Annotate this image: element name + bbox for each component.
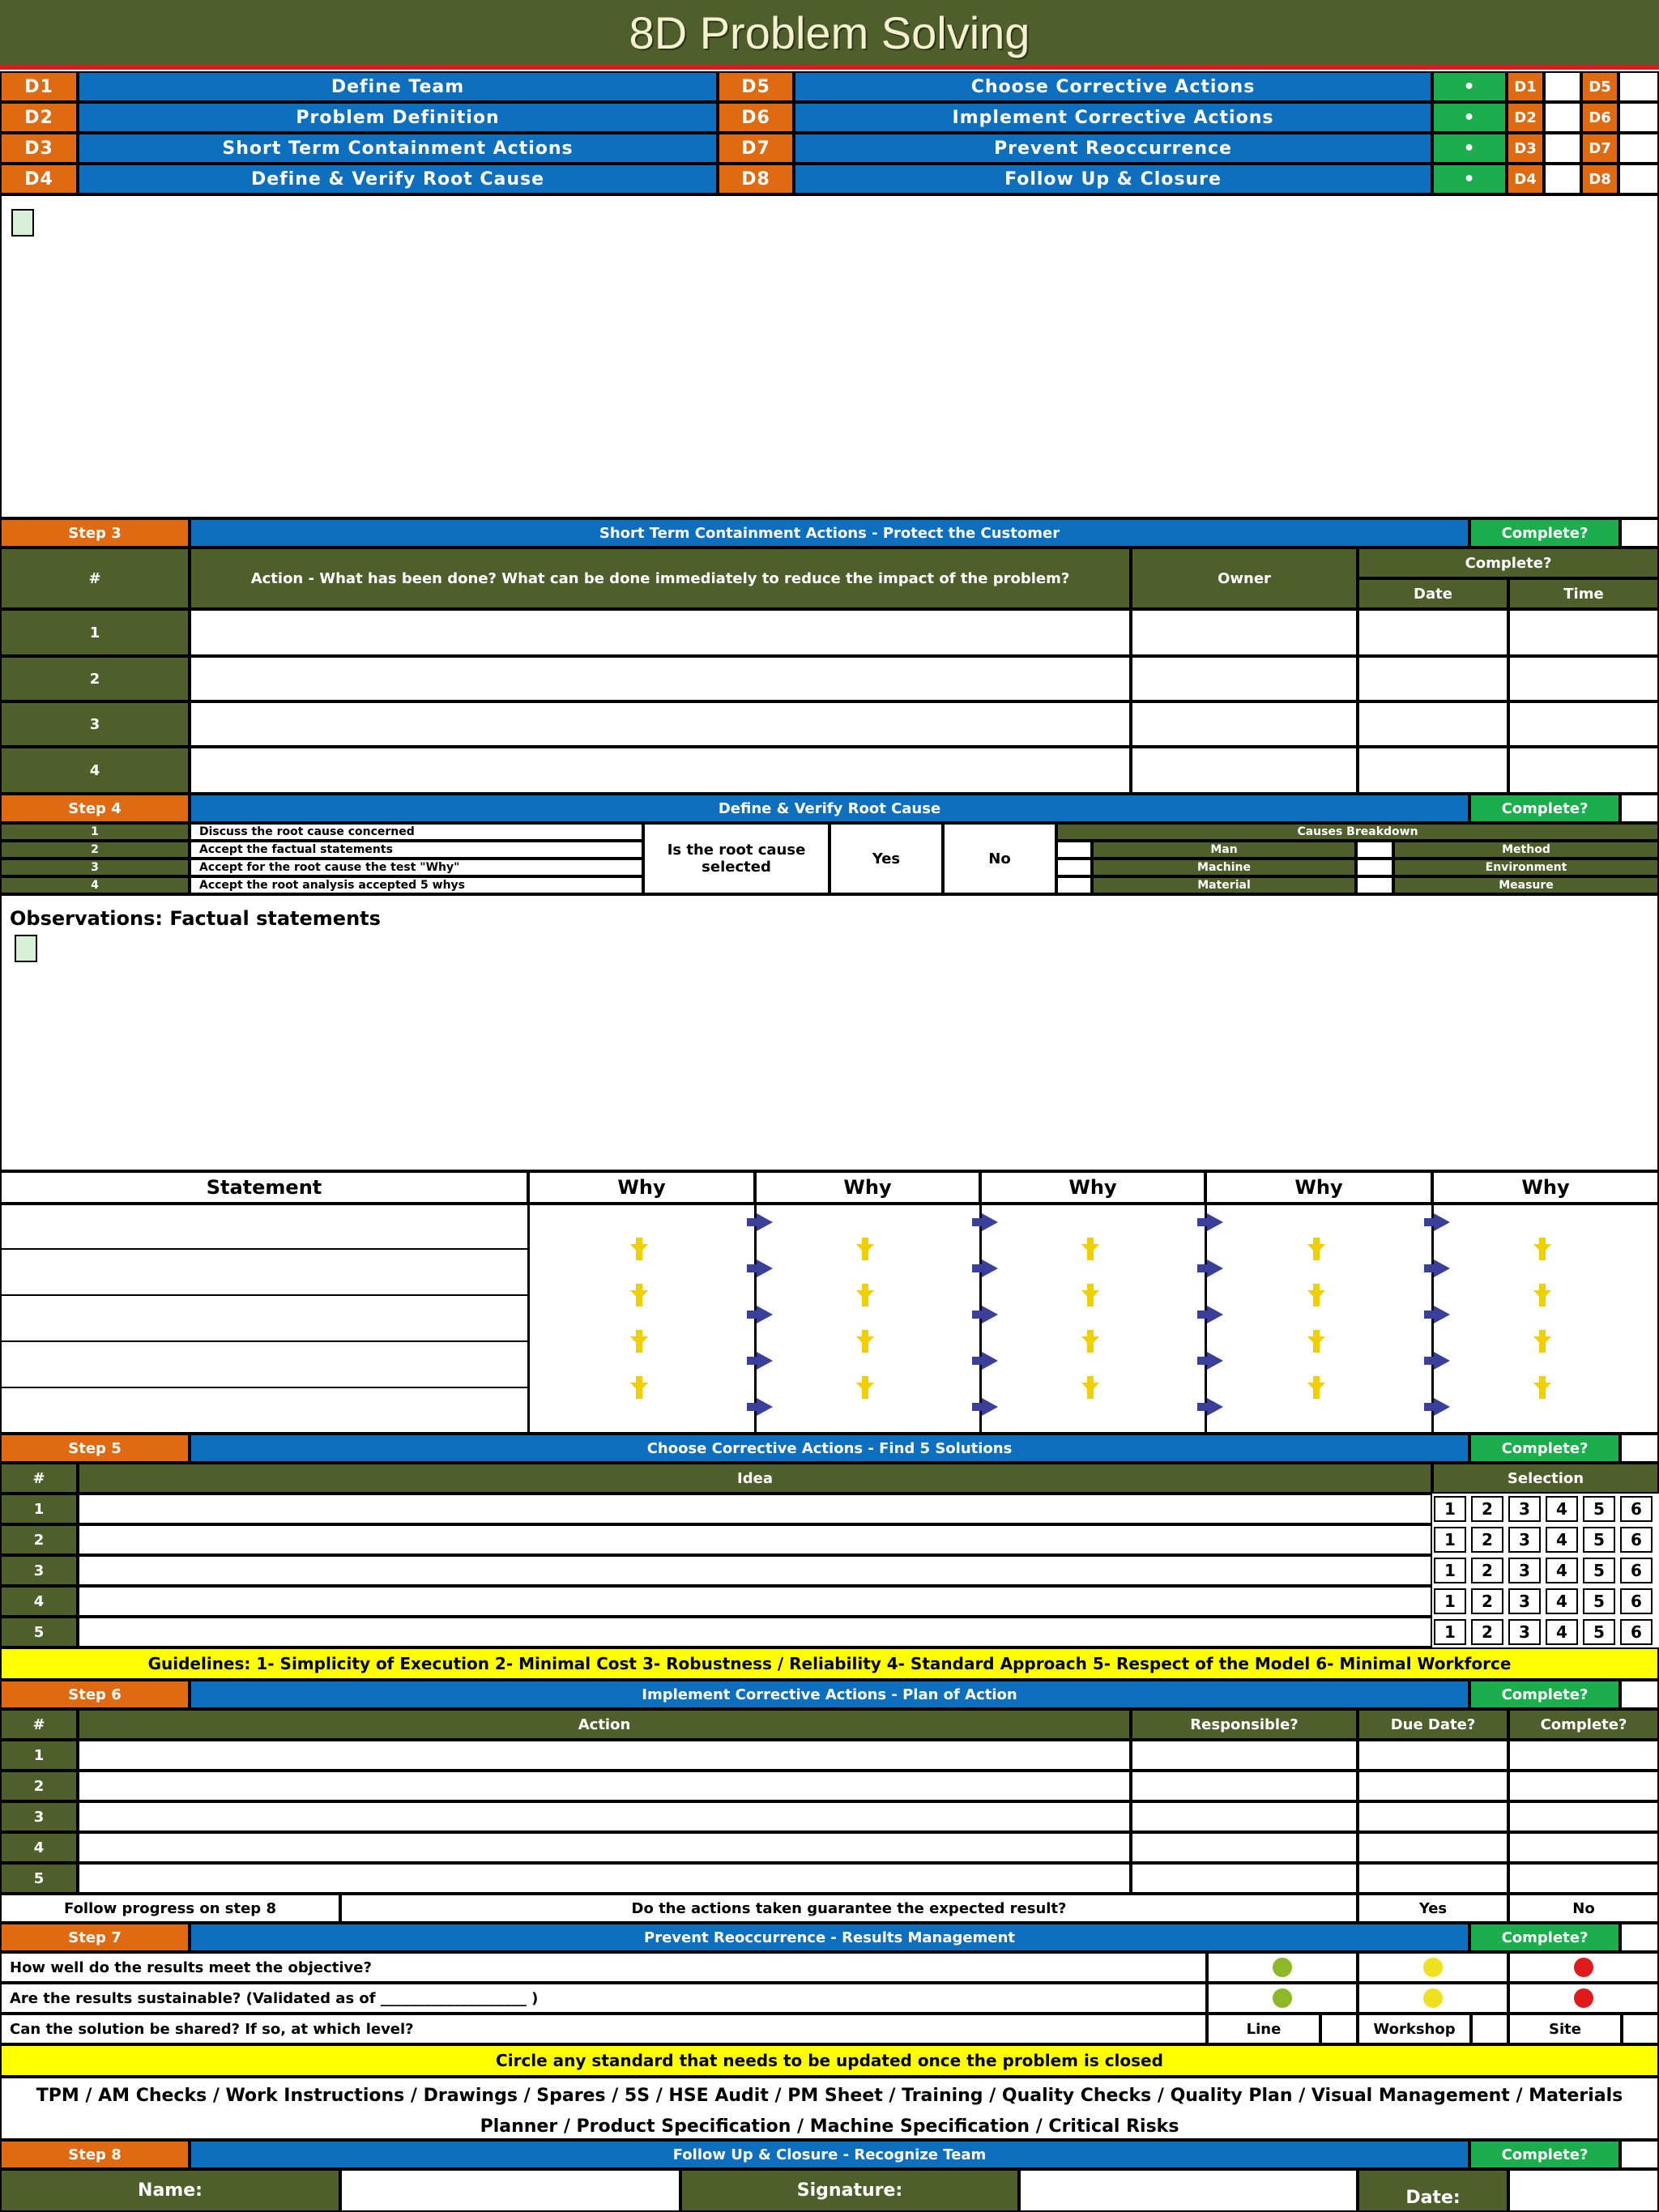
step6-complete-label: Complete? xyxy=(1469,1680,1620,1709)
signature-label: Signature: xyxy=(680,2169,1019,2212)
step6-row-num: 2 xyxy=(0,1771,78,1801)
step6-resp-cell[interactable] xyxy=(1131,1740,1358,1771)
step-label-problem-definition[interactable]: Problem Definition xyxy=(78,102,718,133)
score-option[interactable]: 2 xyxy=(1471,1527,1503,1553)
step3-date-cell[interactable] xyxy=(1358,656,1508,701)
status-code: D1 xyxy=(1507,71,1544,102)
step6-col-num: # xyxy=(0,1709,78,1740)
arrow-right-icon xyxy=(1207,1213,1223,1231)
cause-material: Material xyxy=(1092,876,1356,894)
step4-complete-label: Complete? xyxy=(1469,794,1620,823)
step4-item-num: 4 xyxy=(0,876,190,894)
step-code-d1[interactable]: D1 xyxy=(0,71,78,102)
step3-owner-cell[interactable] xyxy=(1131,609,1358,656)
red-light-icon[interactable] xyxy=(1574,1958,1593,1977)
step6-resp-cell[interactable] xyxy=(1131,1863,1358,1894)
step-label-containment[interactable]: Short Term Containment Actions xyxy=(78,133,718,164)
step3-time-cell[interactable] xyxy=(1508,656,1659,701)
level-line[interactable]: Line xyxy=(1207,2014,1320,2044)
step4-badge: Step 4 xyxy=(0,794,190,823)
name-field[interactable] xyxy=(340,2169,680,2212)
step3-badge: Step 3 xyxy=(0,518,190,548)
step4-item-text: Accept the factual statements xyxy=(190,841,643,859)
arrow-right-icon xyxy=(1434,1352,1450,1370)
step7-badge: Step 7 xyxy=(0,1923,190,1952)
step5-complete-check[interactable] xyxy=(1620,1434,1659,1463)
standards-list-line1[interactable]: TPM / AM Checks / Work Instructions / Drawings / Spares / 5S / HSE Audit / PM Sheet / Training / Quality Checks / Quality Plan / Visual Management / Materials xyxy=(36,2085,1623,2106)
follow-progress-label: Follow progress on step 8 xyxy=(0,1894,340,1923)
step5-idea-cell[interactable] xyxy=(78,1586,1432,1617)
status-mark-2: • xyxy=(1432,102,1507,133)
score-option[interactable]: 6 xyxy=(1620,1496,1653,1522)
step3-time-cell[interactable] xyxy=(1508,701,1659,747)
shared-question: Can the solution be shared? If so, at which level? xyxy=(0,2014,1207,2044)
arrow-right-icon xyxy=(1207,1352,1223,1370)
status-code: D3 xyxy=(1507,133,1544,164)
step6-complete-check[interactable] xyxy=(1620,1680,1659,1709)
why-col-statement: Statement xyxy=(0,1171,528,1204)
arrow-right-icon xyxy=(1207,1306,1223,1323)
step6-resp-cell[interactable] xyxy=(1131,1771,1358,1801)
step3-col-action: Action - What has been done? What can be done immediately to reduce the impact of the problem? xyxy=(190,548,1131,609)
cause-check[interactable] xyxy=(1356,876,1393,894)
arrow-right-icon xyxy=(757,1398,773,1416)
score-option[interactable]: 6 xyxy=(1620,1558,1653,1583)
step3-date-cell[interactable] xyxy=(1358,701,1508,747)
score-option[interactable]: 1 xyxy=(1434,1588,1466,1614)
root-cause-no[interactable]: No xyxy=(943,823,1056,894)
step5-row-num: 2 xyxy=(0,1524,78,1555)
observations-label: Observations: Factual statements xyxy=(10,907,381,930)
step3-col-time: Time xyxy=(1508,578,1659,609)
step3-row-num: 3 xyxy=(0,701,190,747)
status-code: D2 xyxy=(1507,102,1544,133)
arrow-right-icon xyxy=(757,1352,773,1370)
signature-field[interactable] xyxy=(1019,2169,1358,2212)
arrow-right-icon xyxy=(1434,1398,1450,1416)
step-label-follow-up[interactable]: Follow Up & Closure xyxy=(794,164,1432,194)
cause-check[interactable] xyxy=(1356,859,1393,876)
arrow-down-icon xyxy=(636,1376,642,1399)
step6-col-responsible: Responsible? xyxy=(1131,1709,1358,1740)
step6-action-cell[interactable] xyxy=(78,1832,1131,1863)
arrow-down-icon xyxy=(1087,1238,1094,1260)
status-check[interactable] xyxy=(1618,102,1659,133)
standards-list-line2[interactable]: Planner / Product Specification / Machine Specification / Critical Risks xyxy=(480,2116,1179,2137)
score-option[interactable]: 1 xyxy=(1434,1527,1466,1553)
score-option[interactable]: 5 xyxy=(1583,1588,1615,1614)
step6-due-cell[interactable] xyxy=(1358,1771,1508,1801)
step5-complete-label: Complete? xyxy=(1469,1434,1620,1463)
name-label: Name: xyxy=(0,2169,340,2212)
step4-complete-check[interactable] xyxy=(1620,794,1659,823)
green-light-icon[interactable] xyxy=(1273,1958,1292,1977)
causes-header: Causes Breakdown xyxy=(1056,823,1659,841)
score-option[interactable]: 1 xyxy=(1434,1496,1466,1522)
score-option[interactable]: 1 xyxy=(1434,1558,1466,1583)
level-workshop[interactable]: Workshop xyxy=(1358,2014,1471,2044)
cause-measure: Measure xyxy=(1393,876,1659,894)
step6-badge: Step 6 xyxy=(0,1680,190,1709)
step4-title: Define & Verify Root Cause xyxy=(190,794,1469,823)
step6-row-num: 1 xyxy=(0,1740,78,1771)
guidelines-banner: Guidelines: 1- Simplicity of Execution 2- Minimal Cost 3- Robustness / Reliability 4- Standard Approach 5- Respect of the Model 6- Minimal Workforce xyxy=(0,1647,1659,1680)
step6-row-num: 3 xyxy=(0,1801,78,1832)
cause-man: Man xyxy=(1092,841,1356,859)
step5-badge: Step 5 xyxy=(0,1434,190,1463)
score-option[interactable]: 6 xyxy=(1620,1588,1653,1614)
status-check[interactable] xyxy=(1618,71,1659,102)
cause-check[interactable] xyxy=(1056,876,1092,894)
step5-col-num: # xyxy=(0,1463,78,1494)
step3-action-cell[interactable] xyxy=(190,701,1131,747)
page-title: 8D Problem Solving xyxy=(0,0,1659,65)
status-check[interactable] xyxy=(1544,164,1581,194)
arrow-down-icon xyxy=(1313,1284,1320,1306)
arrow-down-icon xyxy=(1313,1330,1320,1353)
why-grid xyxy=(0,1204,1659,1434)
score-option[interactable]: 5 xyxy=(1583,1558,1615,1583)
step6-complete-cell[interactable] xyxy=(1508,1740,1659,1771)
score-option[interactable]: 3 xyxy=(1508,1496,1541,1522)
score-option[interactable]: 6 xyxy=(1620,1527,1653,1553)
step3-col-num: # xyxy=(0,548,190,609)
yellow-light-icon[interactable] xyxy=(1423,1958,1443,1977)
step3-action-cell[interactable] xyxy=(190,747,1131,794)
step3-complete-label: Complete? xyxy=(1469,518,1620,548)
step5-idea-cell[interactable] xyxy=(78,1494,1432,1524)
step3-row-num: 2 xyxy=(0,656,190,701)
step5-col-selection: Selection xyxy=(1432,1463,1659,1494)
guarantee-question: Do the actions taken guarantee the expected result? xyxy=(340,1894,1358,1923)
step-code-d3[interactable]: D3 xyxy=(0,133,78,164)
arrow-down-icon xyxy=(636,1330,642,1353)
step3-col-complete: Complete? xyxy=(1358,548,1659,578)
step3-action-cell[interactable] xyxy=(190,656,1131,701)
cause-machine: Machine xyxy=(1092,859,1356,876)
score-option[interactable]: 4 xyxy=(1546,1558,1578,1583)
step3-date-cell[interactable] xyxy=(1358,747,1508,794)
step4-item-text: Accept the root analysis accepted 5 whys xyxy=(190,876,643,894)
score-option[interactable]: 2 xyxy=(1471,1558,1503,1583)
observations-area[interactable] xyxy=(0,894,1659,1171)
step-code-d2[interactable]: D2 xyxy=(0,102,78,133)
step6-col-complete: Complete? xyxy=(1508,1709,1659,1740)
score-option[interactable]: 3 xyxy=(1508,1558,1541,1583)
cause-environment: Environment xyxy=(1393,859,1659,876)
score-option[interactable]: 2 xyxy=(1471,1496,1503,1522)
level-site-check[interactable] xyxy=(1622,2014,1659,2044)
step3-complete-check[interactable] xyxy=(1620,518,1659,548)
step4-item-text: Discuss the root cause concerned xyxy=(190,823,643,841)
step3-owner-cell[interactable] xyxy=(1131,656,1358,701)
step-label-choose-actions[interactable]: Choose Corrective Actions xyxy=(794,71,1432,102)
step5-row-num: 4 xyxy=(0,1586,78,1617)
arrow-right-icon xyxy=(982,1352,998,1370)
level-site[interactable]: Site xyxy=(1508,2014,1622,2044)
step5-title: Choose Corrective Actions - Find 5 Solutions xyxy=(190,1434,1469,1463)
step-label-implement-actions[interactable]: Implement Corrective Actions xyxy=(794,102,1432,133)
step7-title: Prevent Reoccurrence - Results Management xyxy=(190,1923,1469,1952)
status-mark-4: • xyxy=(1432,164,1507,194)
step6-col-due: Due Date? xyxy=(1358,1709,1508,1740)
arrow-right-icon xyxy=(1207,1398,1223,1416)
score-option[interactable]: 2 xyxy=(1471,1588,1503,1614)
arrow-right-icon xyxy=(757,1213,773,1231)
step5-idea-cell[interactable] xyxy=(78,1524,1432,1555)
arrow-down-icon xyxy=(862,1330,868,1353)
step7-complete-check[interactable] xyxy=(1620,1923,1659,1952)
step-code-d4[interactable]: D4 xyxy=(0,164,78,194)
step-label-define-team[interactable]: Define Team xyxy=(78,71,718,102)
objective-question: How well do the results meet the objective? xyxy=(0,1952,1207,1983)
cause-check[interactable] xyxy=(1056,841,1092,859)
why-col-2: Why xyxy=(755,1171,980,1204)
step4-item-num: 1 xyxy=(0,823,190,841)
status-check[interactable] xyxy=(1544,71,1581,102)
arrow-right-icon xyxy=(1207,1259,1223,1277)
arrow-down-icon xyxy=(636,1238,642,1260)
title-divider xyxy=(0,65,1659,70)
arrow-right-icon xyxy=(982,1213,998,1231)
status-mark-3: • xyxy=(1432,133,1507,164)
arrow-down-icon xyxy=(862,1238,868,1260)
step6-title: Implement Corrective Actions - Plan of Action xyxy=(190,1680,1469,1709)
step8-badge: Step 8 xyxy=(0,2140,190,2169)
arrow-down-icon xyxy=(1087,1284,1094,1306)
arrow-right-icon xyxy=(1434,1259,1450,1277)
arrow-right-icon xyxy=(1434,1213,1450,1231)
status-code: D8 xyxy=(1581,164,1618,194)
status-check[interactable] xyxy=(1544,133,1581,164)
status-check[interactable] xyxy=(1544,102,1581,133)
cause-method: Method xyxy=(1393,841,1659,859)
guarantee-no[interactable]: No xyxy=(1508,1894,1659,1923)
arrow-down-icon xyxy=(1539,1330,1546,1353)
red-light-icon[interactable] xyxy=(1574,1988,1593,2008)
date-field[interactable] xyxy=(1508,2169,1659,2212)
step6-due-cell[interactable] xyxy=(1358,1832,1508,1863)
score-option[interactable]: 5 xyxy=(1583,1496,1615,1522)
arrow-down-icon xyxy=(862,1376,868,1399)
score-option[interactable]: 1 xyxy=(1434,1619,1466,1645)
status-check[interactable] xyxy=(1618,133,1659,164)
step6-complete-cell[interactable] xyxy=(1508,1801,1659,1832)
step6-complete-cell[interactable] xyxy=(1508,1771,1659,1801)
arrow-down-icon xyxy=(1539,1376,1546,1399)
step6-row-num: 4 xyxy=(0,1832,78,1863)
step6-due-cell[interactable] xyxy=(1358,1801,1508,1832)
arrow-right-icon xyxy=(982,1398,998,1416)
step6-due-cell[interactable] xyxy=(1358,1740,1508,1771)
step4-item-num: 2 xyxy=(0,841,190,859)
step5-row-num: 3 xyxy=(0,1555,78,1586)
step5-col-idea: Idea xyxy=(78,1463,1432,1494)
guarantee-yes[interactable]: Yes xyxy=(1358,1894,1508,1923)
step3-owner-cell[interactable] xyxy=(1131,747,1358,794)
why-col-4: Why xyxy=(1205,1171,1432,1204)
arrow-right-icon xyxy=(982,1306,998,1323)
score-option[interactable]: 5 xyxy=(1583,1527,1615,1553)
step5-idea-cell[interactable] xyxy=(78,1617,1432,1647)
why-col-1: Why xyxy=(528,1171,755,1204)
step6-due-cell[interactable] xyxy=(1358,1863,1508,1894)
score-option[interactable]: 3 xyxy=(1508,1619,1541,1645)
arrow-right-icon xyxy=(982,1259,998,1277)
level-line-check[interactable] xyxy=(1320,2014,1358,2044)
step6-action-cell[interactable] xyxy=(78,1771,1131,1801)
arrow-right-icon xyxy=(757,1306,773,1323)
step3-time-cell[interactable] xyxy=(1508,609,1659,656)
step3-time-cell[interactable] xyxy=(1508,747,1659,794)
step3-col-owner: Owner xyxy=(1131,548,1358,609)
arrow-down-icon xyxy=(636,1284,642,1306)
comment-note-icon[interactable] xyxy=(11,209,34,237)
step7-complete-label: Complete? xyxy=(1469,1923,1620,1952)
arrow-right-icon xyxy=(1434,1306,1450,1323)
score-option[interactable]: 4 xyxy=(1546,1619,1578,1645)
step3-col-date: Date xyxy=(1358,578,1508,609)
step3-row-num: 1 xyxy=(0,609,190,656)
score-option[interactable]: 4 xyxy=(1546,1527,1578,1553)
step6-col-action: Action xyxy=(78,1709,1131,1740)
arrow-down-icon xyxy=(862,1284,868,1306)
sustainable-question: Are the results sustainable? (Validated as of ____________________ ) xyxy=(0,1983,1207,2014)
green-light-icon[interactable] xyxy=(1273,1988,1292,2008)
root-cause-yes[interactable]: Yes xyxy=(830,823,943,894)
score-option[interactable]: 4 xyxy=(1546,1588,1578,1614)
cause-check[interactable] xyxy=(1056,859,1092,876)
step6-row-num: 5 xyxy=(0,1863,78,1894)
arrow-right-icon xyxy=(757,1259,773,1277)
step6-action-cell[interactable] xyxy=(78,1863,1131,1894)
step3-action-cell[interactable] xyxy=(190,609,1131,656)
arrow-down-icon xyxy=(1539,1238,1546,1260)
step5-row-num: 1 xyxy=(0,1494,78,1524)
score-option[interactable]: 4 xyxy=(1546,1496,1578,1522)
step-label-root-cause[interactable]: Define & Verify Root Cause xyxy=(78,164,718,194)
score-option[interactable]: 5 xyxy=(1583,1619,1615,1645)
comment-note-icon[interactable] xyxy=(15,935,37,962)
step6-complete-cell[interactable] xyxy=(1508,1863,1659,1894)
status-check[interactable] xyxy=(1618,164,1659,194)
step6-complete-cell[interactable] xyxy=(1508,1832,1659,1863)
status-code: D6 xyxy=(1581,102,1618,133)
step3-date-cell[interactable] xyxy=(1358,609,1508,656)
step6-resp-cell[interactable] xyxy=(1131,1832,1358,1863)
step-code-d5[interactable]: D5 xyxy=(718,71,794,102)
arrow-down-icon xyxy=(1313,1376,1320,1399)
cause-check[interactable] xyxy=(1356,841,1393,859)
step3-row-num: 4 xyxy=(0,747,190,794)
arrow-down-icon xyxy=(1087,1330,1094,1353)
step3-title: Short Term Containment Actions - Protect the Customer xyxy=(190,518,1469,548)
step8-complete-label: Complete? xyxy=(1469,2140,1620,2169)
status-mark-1: • xyxy=(1432,71,1507,102)
arrow-down-icon xyxy=(1313,1238,1320,1260)
step6-action-cell[interactable] xyxy=(78,1801,1131,1832)
step-code-d8[interactable]: D8 xyxy=(718,164,794,194)
step-code-d7[interactable]: D7 xyxy=(718,133,794,164)
why-col-3: Why xyxy=(980,1171,1205,1204)
yellow-light-icon[interactable] xyxy=(1423,1988,1443,2008)
step5-row-num: 5 xyxy=(0,1617,78,1647)
step4-item-num: 3 xyxy=(0,859,190,876)
level-workshop-check[interactable] xyxy=(1471,2014,1508,2044)
score-option[interactable]: 6 xyxy=(1620,1619,1653,1645)
step3-owner-cell[interactable] xyxy=(1131,701,1358,747)
score-option[interactable]: 2 xyxy=(1471,1619,1503,1645)
arrow-down-icon xyxy=(1539,1284,1546,1306)
step8-complete-check[interactable] xyxy=(1620,2140,1659,2169)
why-col-5: Why xyxy=(1432,1171,1659,1204)
step8-title: Follow Up & Closure - Recognize Team xyxy=(190,2140,1469,2169)
step-code-d6[interactable]: D6 xyxy=(718,102,794,133)
problem-description-area[interactable] xyxy=(0,194,1659,518)
status-code: D4 xyxy=(1507,164,1544,194)
step6-resp-cell[interactable] xyxy=(1131,1801,1358,1832)
root-cause-selected-label: Is the root cause selected xyxy=(643,823,830,894)
step-label-prevent[interactable]: Prevent Reoccurrence xyxy=(794,133,1432,164)
status-code: D5 xyxy=(1581,71,1618,102)
date-label: Date: xyxy=(1358,2169,1508,2212)
step4-item-text: Accept for the root cause the test "Why" xyxy=(190,859,643,876)
status-code: D7 xyxy=(1581,133,1618,164)
step6-action-cell[interactable] xyxy=(78,1740,1131,1771)
circle-standard-banner: Circle any standard that needs to be updated once the problem is closed xyxy=(0,2044,1659,2077)
arrow-down-icon xyxy=(1087,1376,1094,1399)
step5-idea-cell[interactable] xyxy=(78,1555,1432,1586)
score-option[interactable]: 3 xyxy=(1508,1588,1541,1614)
score-option[interactable]: 3 xyxy=(1508,1527,1541,1553)
